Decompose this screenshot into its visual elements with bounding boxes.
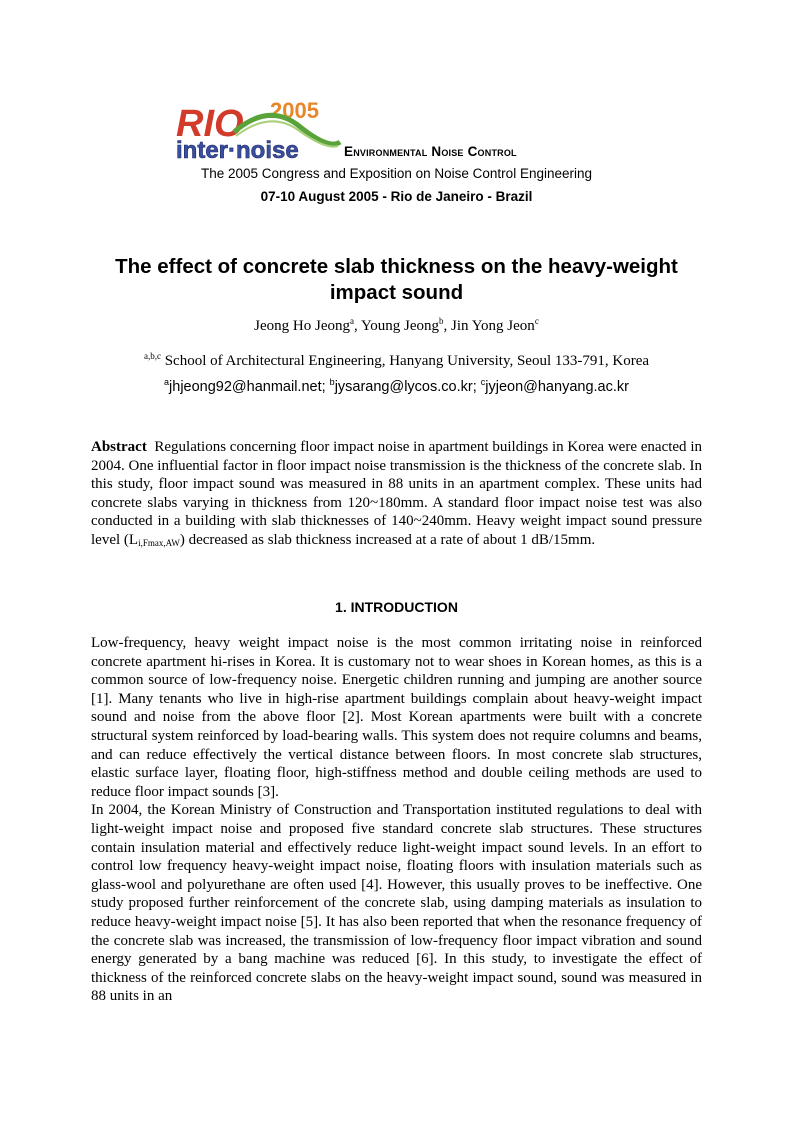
email-mark: c — [480, 377, 486, 387]
email-address[interactable]: jysarang@lycos.co.kr — [334, 379, 473, 395]
email-address[interactable]: jhjeong92@hanmail.net — [169, 379, 322, 395]
abstract — [91, 438, 702, 550]
logo-rio-text: RIO — [176, 103, 244, 145]
email-list: $^a$jhjeong92@hanmail.net; $^b$jysarang@lycos.co.kr; $^c$jyjeon@hanyang.ac.kr — [164, 377, 629, 395]
paper-title: The effect of concrete slab thickness on the heavy-weight impact sound — [115, 255, 678, 304]
author-name: Jin Yong Jeon — [451, 318, 535, 334]
section-heading: 1. INTRODUCTION — [335, 599, 458, 615]
author-mark: a — [350, 316, 354, 326]
email-mark: a — [164, 377, 170, 387]
author-list: Jeong Ho Jeong$^a$, Young Jeong$^b$, Jin Yong Jeon$^c$ — [254, 316, 539, 334]
affiliation-text: School of Architectural Engineering, Hanyang University, Seoul 133-791, Korea — [164, 353, 650, 369]
author-name: Jeong Ho Jeong — [254, 318, 350, 334]
email-address[interactable]: jyjeon@hanyang.ac.kr — [485, 379, 629, 395]
conference-name: Environmental Noise Control — [344, 144, 517, 159]
abstract-subscript: i,Fmax,AW — [138, 537, 180, 548]
intro-paragraph: In 2004, the Korean Ministry of Construction and Transportation instituted regulations to deal with light-weight impact noise and proposed five standard concrete slab structures. These structures contain insulation material and effectively reduce light-weight impact sound levels. In an effort to control low frequency heavy-weight impact noise, floating floors with insulation materials such as glass-wool and polyurethane are often used [4]. However, this usually proves to be ineffective. One study proposed further reinforcement of the concrete slab, using damping materials as insulation to reduce heavy-weight impact noise [5]. It has also been reported that when the resonance frequency of the concrete slab was increased, the transmission of low-frequency floor impact vibration and sound energy generated by a bang machine was reduced [6]. In this study, to investigate the effect of thickness of the reinforced concrete slabs on the heavy-weight impact sound, sound was measured in 88 units in an — [91, 802, 702, 1005]
conference-subtitle: The 2005 Congress and Exposition on Noise Control Engineering — [201, 166, 592, 181]
conference-logo — [174, 96, 342, 162]
abstract-text: Regulations concerning floor impact noise in apartment buildings in Korea were enacted in 2004. One influential factor in floor impact noise transmission is the thickness of the concrete slab. In this study, floor impact sound was measured in 88 units in an apartment complex. These units had concrete slabs varying in thickness from 120~180mm. A standard floor impact noise test was also conducted in a building with slab thicknesses of 140~240mm. Heavy weight impact sound pressure level (L — [91, 439, 702, 548]
author-name: Young Jeong — [360, 318, 440, 334]
conference-date: 07-10 August 2005 - Rio de Janeiro - Brazil — [260, 189, 533, 204]
affiliation-marks: a,b,c — [143, 351, 161, 361]
logo-internoise-text: inter·noise — [176, 137, 299, 162]
author-mark: c — [534, 316, 539, 326]
abstract-text-end: ) decreased as slab thickness increased at a rate of about 1 dB/15mm. — [179, 531, 596, 548]
affiliation — [0, 353, 793, 370]
logo-year-text: 2005 — [270, 98, 319, 123]
author-mark: b — [439, 316, 444, 326]
introduction-body — [91, 634, 702, 1006]
intro-paragraph: Low-frequency, heavy weight impact noise is the most common irritating noise in reinforced concrete apartment hi-rises in Korea. It is customary not to wear shoes in Korean homes, as this is a common source of low-frequency noise. Energetic children running and jumping are another source [1]. Many tenants who live in high-rise apartment buildings complain about heavy-weight impact sound and noise from the above floor [2]. Most Korean apartments were built with a concrete structural system reinforced by load-bearing walls. This system does not require columns and beams, and can reduce effectively the vertical distance between floors. In most concrete slab structures, elastic surface layer, floating floor, high-stiffness method and double ceiling methods are used to reduce floor impact sounds [3]. — [91, 635, 702, 800]
email-mark: b — [329, 377, 335, 387]
abstract-label: Abstract — [91, 439, 147, 455]
